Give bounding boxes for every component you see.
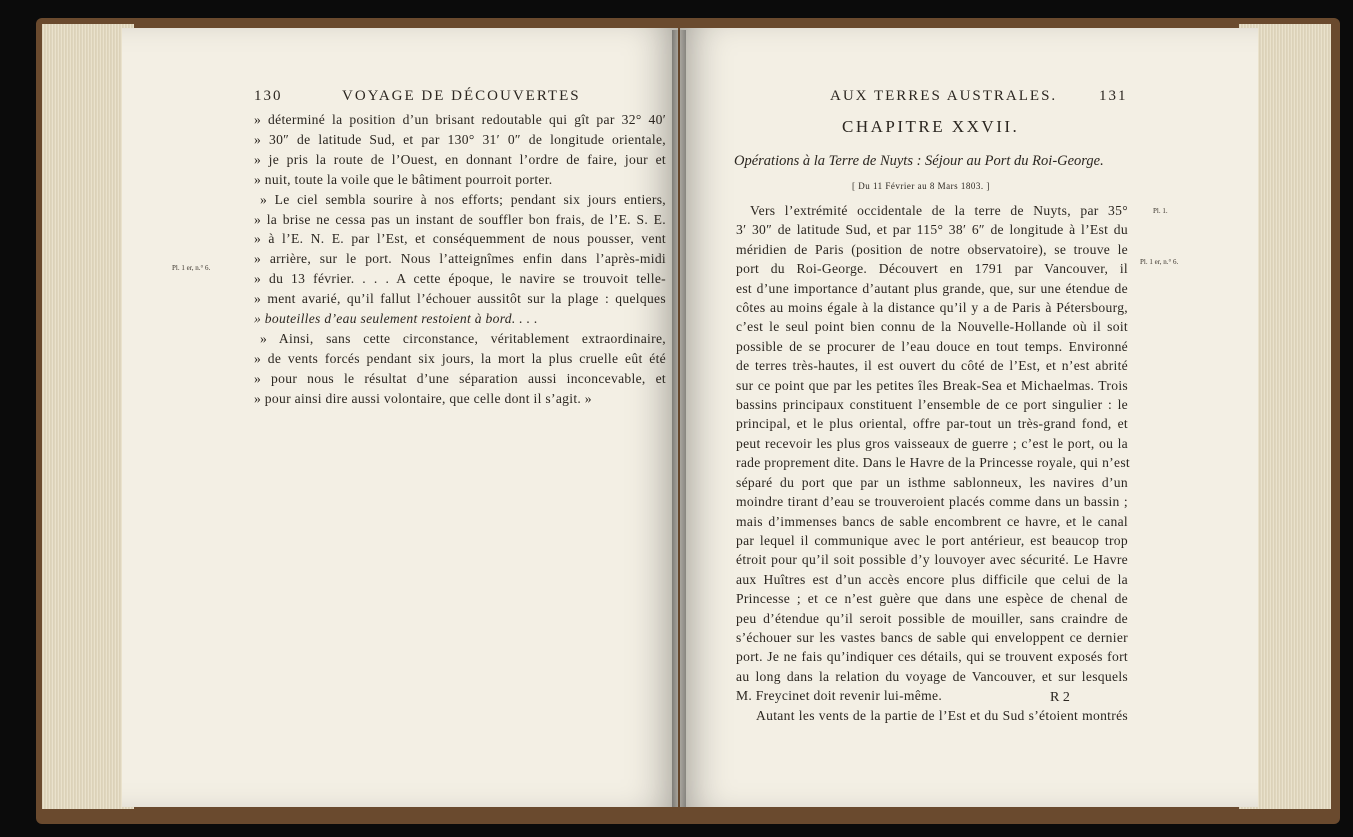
text-line: principal, et le plus oriental, offre par-tout un très-grand fond, et (736, 416, 1128, 432)
text-line: moindre tirant d’eau se trouveroient placés comme dans un bassin ; (736, 494, 1128, 510)
text-line: port du Roi-George. Découvert en 1791 par Vancouver, il (736, 261, 1128, 277)
text-line: bassins principaux constituent l’ensemble de ce port singulier : le (736, 397, 1128, 413)
left-page-edges (42, 24, 134, 809)
left-running-head: VOYAGE DE DÉCOUVERTES (342, 88, 581, 104)
text-line: séparé du port que par un isthme sablonneux, les navires d’un (736, 474, 1128, 490)
text-line: peu d’étendue qu’il seroit possible de mouiller, sans craindre de (736, 610, 1128, 626)
text-line: M. Freycinet doit revenir lui-même. (736, 688, 943, 704)
text-line: » pour nous le résultat d’une séparation aussi inconcevable, et (254, 370, 666, 386)
text-line: » de vents forcés pendant six jours, la mort la plus cruelle eût été (254, 350, 666, 366)
signature-mark: R 2 (1050, 690, 1070, 705)
right-margin-note-2: Pl. 1 er, n.° 6. (1140, 258, 1179, 266)
text-line: Vers l’extrémité occidentale de la terre de Nuyts, par 35° (750, 203, 1128, 218)
text-line: » à l’E. N. E. par l’Est, et conséquemment de nous pousser, vent (254, 231, 666, 247)
text-line: méridien de Paris (position de notre observatoire), se trouve le (736, 241, 1128, 257)
right-page-text (736, 201, 1131, 725)
text-line: mais d’immenses bancs de sable encombrent ce havre, et le canal (736, 513, 1128, 529)
left-page-number: 130 (254, 88, 283, 104)
text-line: port. Je ne fais qu’indiquer ces détails, qui se trouvent exposés fort (736, 649, 1128, 665)
chapter-title: CHAPITRE XXVII. (842, 117, 1020, 136)
text-line: » nuit, toute la voile que le bâtiment pourroit porter. (254, 171, 553, 187)
text-line: » 30″ de latitude Sud, et par 130° 31′ 0″ de longitude orientale, (254, 131, 666, 147)
book-gutter (672, 30, 686, 807)
text-line: par lequel il communique avec le port antérieur, est beaucop trop (736, 532, 1128, 548)
text-line: s’échouer sur les vastes bancs de sable qui enveloppent ce dernier (736, 629, 1128, 645)
text-line: » la brise ne cessa pas un instant de souffler bon frais, de l’E. S. E. (254, 211, 666, 227)
right-running-head: AUX TERRES AUSTRALES. (830, 88, 1058, 104)
left-page-text (254, 110, 666, 409)
text-line: Autant les vents de la partie de l’Est et du Sud s’étoient montrés (756, 707, 1128, 723)
right-margin-note-1: Pl. 1. (1153, 207, 1168, 215)
text-line: » bouteilles d’eau seulement restoient à bord. . . . (254, 311, 538, 327)
text-line: » ment avarié, qu’il fallut l’échouer aussitôt sur la plage : quelques (254, 291, 666, 307)
text-line: » Ainsi, sans cette circonstance, véritablement extraordinaire, (260, 330, 666, 346)
chapter-subtitle: Opérations à la Terre de Nuyts : Séjour au Port du Roi-George. (734, 153, 1104, 169)
text-line: » Le ciel sembla sourire à nos efforts; pendant six jours entiers, (260, 191, 666, 207)
text-line: Princesse ; et ce n’est guère que dans une espèce de chenal de (736, 591, 1128, 607)
text-line: étroit pour qu’il soit possible d’y louvoyer avec sécurité. Le Havre (736, 552, 1128, 568)
right-page-number: 131 (1099, 88, 1128, 104)
text-line: sur ce point que par les petites îles Break-Sea et Michaelmas. Trois (736, 377, 1128, 393)
text-line: est d’une importance d’autant plus grande, que, sur une étendue de (736, 280, 1128, 296)
text-line: rade proprement dite. Dans le Havre de la Princesse royale, qui n’est (736, 455, 1131, 471)
date-range: [ Du 11 Février au 8 Mars 1803. ] (852, 181, 990, 191)
left-margin-note: Pl. 1 er, n.° 6. (172, 264, 211, 272)
text-line: 3′ 30″ de latitude Sud, et par 115° 38′ 6″ de longitude à l’Est du (736, 222, 1128, 238)
text-line: » je pris la route de l’Ouest, en donnant l’ordre de faire, jour et (254, 151, 666, 167)
text-line: » pour ainsi dire aussi volontaire, que celle dont il s’agit. » (254, 390, 592, 406)
text-line: au long dans la relation du voyage de Vancouver, et sur lesquels (736, 668, 1128, 684)
text-line: » déterminé la position d’un brisant redoutable qui gît par 32° 40′ (254, 112, 666, 127)
text-line: aux Huîtres est d’un accès encore plus difficile que celui de la (736, 571, 1128, 587)
text-line: côtes au moins égale à la distance qu’il y a de Paris à Pétersbourg, (736, 300, 1128, 316)
text-line: c’est le seul point bien connu de la Nouvelle-Hollande où il soit (736, 319, 1128, 335)
text-line: peut recevoir les plus gros vaisseaux de guerre ; c’est le port, ou la (736, 435, 1128, 451)
text-line: » arrière, sur le port. Nous l’atteignîmes enfin dans l’après-midi (254, 251, 666, 267)
text-line: » du 13 février. . . . A cette époque, le navire se trouvoit telle- (254, 271, 666, 287)
text-line: de terres très-hautes, il est ouvert du côté de l’Est, et n’est abrité (736, 358, 1128, 374)
text-line: possible de se procurer de l’eau douce en tout temps. Environné (736, 338, 1128, 354)
